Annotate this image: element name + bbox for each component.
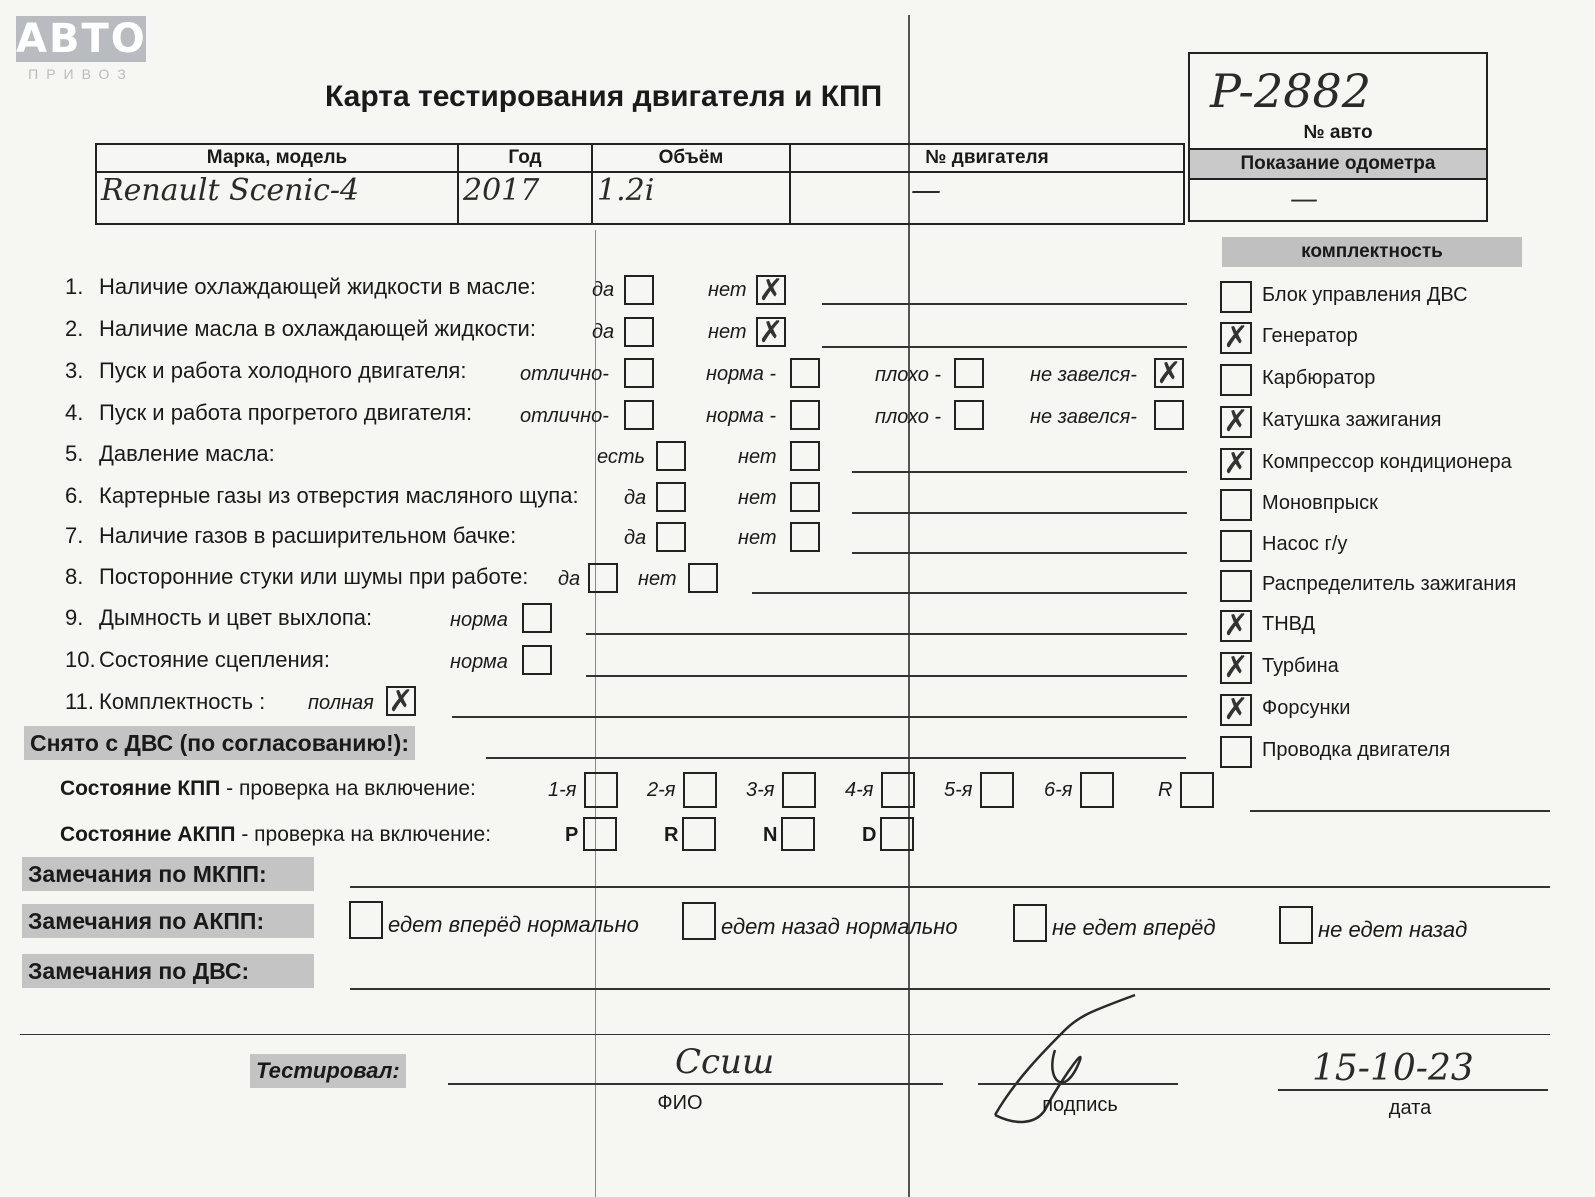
- akpp-backward-ok-checkbox[interactable]: [682, 902, 716, 940]
- completeness-checkbox[interactable]: [1220, 364, 1252, 396]
- option-label: нет: [708, 279, 747, 301]
- akpp-gear-checkbox[interactable]: [583, 817, 617, 851]
- tested-label: Тестировал:: [250, 1054, 406, 1088]
- q3-bad-checkbox[interactable]: [954, 358, 984, 388]
- q2-no-checkbox[interactable]: [756, 315, 786, 350]
- check-mark-icon: ✗: [1223, 446, 1249, 481]
- volume-value: 1.2i: [597, 173, 655, 208]
- q3-excellent-checkbox[interactable]: [624, 358, 654, 388]
- completeness-item-label: Насос г/у: [1262, 533, 1348, 555]
- option-label: нет: [738, 446, 777, 468]
- option-label: не завелся-: [1030, 406, 1137, 428]
- q5-yes-checkbox[interactable]: [656, 441, 686, 471]
- question-6: 6. Картерные газы из отверстия масляного щупа:: [65, 483, 579, 508]
- question-5: 5. Давление масла:: [65, 441, 275, 466]
- signature-line: [978, 1083, 1178, 1085]
- kpp-gear-label: 6-я: [1044, 779, 1073, 801]
- q10-normal-checkbox[interactable]: [522, 645, 552, 675]
- option-label: нет: [708, 321, 747, 343]
- q3-normal-checkbox[interactable]: [790, 358, 820, 388]
- q6-yes-checkbox[interactable]: [656, 482, 686, 512]
- header-label-engine-no: № двигателя: [925, 147, 1049, 168]
- completeness-checkbox[interactable]: [1220, 448, 1252, 480]
- check-mark-icon: ✗: [1223, 608, 1249, 643]
- akpp-label: Состояние АКПП - проверка на включение:: [60, 823, 492, 846]
- header-label-model: Марка, модель: [206, 147, 348, 168]
- check-mark-icon: ✗: [1223, 320, 1249, 355]
- akpp-no-forward-checkbox[interactable]: [1013, 904, 1047, 942]
- q4-normal-checkbox[interactable]: [790, 400, 820, 430]
- header-label-year: Год: [508, 147, 542, 168]
- answer-line: [586, 633, 1187, 635]
- logo: АВТО: [16, 16, 147, 62]
- q4-excellent-checkbox[interactable]: [624, 400, 654, 430]
- q9-normal-checkbox[interactable]: [522, 603, 552, 633]
- check-mark-icon: ✗: [1223, 650, 1249, 685]
- kpp-label: Состояние КПП - проверка на включение:: [60, 777, 476, 800]
- question-10: 10. Состояние сцепления:: [65, 647, 330, 672]
- question-4: 4. Пуск и работа прогретого двигателя:: [65, 400, 473, 425]
- question-9: 9. Дымность и цвет выхлопа:: [65, 605, 373, 630]
- option-label: норма: [450, 609, 508, 631]
- answer-line: [822, 303, 1187, 305]
- check-mark-icon: ✗: [758, 273, 784, 308]
- logo-subtitle: ПРИВОЗ: [28, 66, 134, 82]
- auto-number-value: P-2882: [1210, 64, 1372, 118]
- divider: [20, 1034, 1550, 1035]
- akpp-forward-ok-checkbox[interactable]: [349, 901, 383, 939]
- date-label: дата: [1388, 1097, 1432, 1119]
- option-label: отлично-: [520, 405, 609, 427]
- option-label: есть: [597, 446, 646, 468]
- answer-line: [452, 716, 1187, 718]
- option-label: нет: [738, 527, 777, 549]
- completeness-checkbox[interactable]: [1220, 489, 1252, 521]
- option-label: норма -: [706, 363, 777, 385]
- completeness-checkbox[interactable]: [1220, 570, 1252, 602]
- check-mark-icon: ✗: [388, 684, 414, 719]
- answer-line: [852, 552, 1187, 554]
- option-label: да: [624, 527, 647, 549]
- answer-line: [486, 757, 1186, 759]
- akpp-option-label: не едет назад: [1318, 917, 1468, 942]
- completeness-checkbox[interactable]: [1220, 406, 1252, 438]
- question-1: 1. Наличие охлаждающей жидкости в масле:: [65, 274, 536, 299]
- completeness-item-label: Катушка зажигания: [1262, 409, 1442, 431]
- q4-bad-checkbox[interactable]: [954, 400, 984, 430]
- option-label: норма -: [706, 405, 777, 427]
- model-value: Renault Scenic-4: [101, 173, 360, 208]
- kpp-gear-checkbox[interactable]: [980, 772, 1014, 808]
- answer-line: [852, 471, 1187, 473]
- header-table: [95, 143, 1185, 225]
- answer-line: [752, 592, 1187, 594]
- completeness-item-label: Турбина: [1262, 655, 1339, 677]
- kpp-gear-label: 4-я: [845, 779, 874, 801]
- akpp-gear-checkbox[interactable]: [880, 817, 914, 851]
- check-mark-icon: ✗: [1223, 404, 1249, 439]
- completeness-item-label: Форсунки: [1262, 697, 1351, 719]
- fio-label: ФИО: [657, 1092, 703, 1114]
- option-label: да: [592, 321, 615, 343]
- kpp-gear-checkbox[interactable]: [1080, 772, 1114, 808]
- completeness-checkbox[interactable]: [1220, 610, 1252, 642]
- option-label: не завелся-: [1030, 364, 1137, 386]
- completeness-item-label: Генератор: [1262, 325, 1358, 347]
- q7-no-checkbox[interactable]: [790, 522, 820, 552]
- remarks-mkpp-label: Замечания по МКПП:: [22, 857, 314, 891]
- akpp-gear-checkbox[interactable]: [682, 817, 716, 851]
- auto-number-label: № авто: [1303, 122, 1373, 143]
- engine-no-value: —: [911, 173, 941, 208]
- q3-not-started-checkbox[interactable]: [1154, 356, 1184, 391]
- completeness-checkbox[interactable]: [1220, 530, 1252, 562]
- completeness-item-label: Компрессор кондиционера: [1262, 451, 1512, 473]
- kpp-gear-checkbox[interactable]: [683, 772, 717, 808]
- completeness-item-label: Моновпрыск: [1262, 492, 1378, 514]
- option-label: да: [592, 279, 615, 301]
- kpp-gear-checkbox[interactable]: [1180, 772, 1214, 808]
- option-label: да: [624, 487, 647, 509]
- fio-line: [448, 1083, 943, 1085]
- answer-line: [350, 988, 1550, 990]
- q8-no-checkbox[interactable]: [688, 563, 718, 593]
- akpp-gear-label: N: [763, 824, 778, 846]
- completeness-checkbox[interactable]: [1220, 652, 1252, 684]
- completeness-checkbox[interactable]: [1220, 694, 1252, 726]
- kpp-gear-label: 2-я: [647, 779, 676, 801]
- answer-line: [350, 886, 1550, 888]
- year-value: 2017: [463, 173, 540, 208]
- akpp-option-label: едет вперёд нормально: [388, 912, 639, 937]
- q7-yes-checkbox[interactable]: [656, 522, 686, 552]
- odometer-value: —: [1290, 182, 1318, 215]
- kpp-gear-label: 1-я: [548, 779, 577, 801]
- question-8: 8. Посторонние стуки или шумы при работе:: [65, 564, 529, 589]
- akpp-option-label: едет назад нормально: [721, 914, 958, 939]
- option-label: нет: [738, 487, 777, 509]
- question-3: 3. Пуск и работа холодного двигателя:: [65, 358, 467, 383]
- odometer-label: Показание одометра: [1190, 148, 1486, 180]
- signature-label: подпись: [1042, 1094, 1118, 1116]
- answer-line: [822, 346, 1187, 348]
- kpp-gear-label: 5-я: [944, 779, 973, 801]
- akpp-gear-label: R: [664, 824, 679, 846]
- date-value: 15-10-23: [1312, 1048, 1474, 1089]
- remarks-akpp-label: Замечания по АКПП:: [22, 904, 314, 938]
- akpp-gear-label: D: [862, 824, 877, 846]
- akpp-gear-label: P: [565, 824, 579, 846]
- completeness-item-label: Распределитель зажигания: [1262, 573, 1517, 595]
- q1-yes-checkbox[interactable]: [624, 275, 654, 305]
- q6-no-checkbox[interactable]: [790, 482, 820, 512]
- akpp-no-backward-checkbox[interactable]: [1279, 906, 1313, 944]
- q1-no-checkbox[interactable]: [756, 273, 786, 308]
- question-11: 11. Комплектность :: [65, 689, 266, 714]
- completeness-checkbox[interactable]: [1220, 322, 1252, 354]
- completeness-item-label: Карбюратор: [1262, 367, 1376, 389]
- question-2: 2. Наличие масла в охлаждающей жидкости:: [65, 316, 536, 341]
- option-label: норма: [450, 651, 508, 673]
- completeness-header: комплектность: [1222, 237, 1522, 267]
- check-mark-icon: ✗: [1156, 356, 1182, 391]
- q8-yes-checkbox[interactable]: [588, 563, 618, 593]
- q4-not-started-checkbox[interactable]: [1154, 400, 1184, 430]
- kpp-gear-checkbox[interactable]: [782, 772, 816, 808]
- completeness-item-label: Блок управления ДВС: [1262, 284, 1468, 306]
- answer-line: [852, 512, 1187, 514]
- answer-line: [1250, 810, 1550, 812]
- remarks-dvs-label: Замечания по ДВС:: [22, 954, 314, 988]
- q11-full-checkbox[interactable]: [386, 684, 416, 719]
- option-label: полная: [308, 692, 374, 714]
- option-label: да: [558, 568, 581, 590]
- answer-line: [586, 675, 1187, 677]
- akpp-gear-checkbox[interactable]: [781, 817, 815, 851]
- option-label: плохо -: [875, 364, 942, 386]
- kpp-gear-checkbox[interactable]: [881, 772, 915, 808]
- auto-number-box: [1188, 52, 1488, 222]
- fio-value: Ссиш: [675, 1042, 775, 1082]
- q5-no-checkbox[interactable]: [790, 441, 820, 471]
- completeness-item-label: ТНВД: [1262, 613, 1316, 635]
- kpp-gear-label: R: [1158, 779, 1173, 801]
- completeness-checkbox[interactable]: [1220, 281, 1252, 313]
- question-7: 7. Наличие газов в расширительном бачке:: [65, 523, 517, 548]
- page-title: Карта тестирования двигателя и КПП: [325, 80, 883, 113]
- completeness-item-label: Проводка двигателя: [1262, 739, 1451, 761]
- kpp-gear-checkbox[interactable]: [584, 772, 618, 808]
- option-label: нет: [638, 568, 677, 590]
- kpp-gear-label: 3-я: [746, 779, 775, 801]
- header-label-volume: Объём: [658, 147, 724, 168]
- removed-label: Снято с ДВС (по согласованию!):: [24, 726, 415, 760]
- check-mark-icon: ✗: [1223, 692, 1249, 727]
- date-line: [1278, 1089, 1548, 1091]
- option-label: отлично-: [520, 363, 609, 385]
- akpp-option-label: не едет вперёд: [1052, 915, 1216, 940]
- q2-yes-checkbox[interactable]: [624, 317, 654, 347]
- option-label: плохо -: [875, 406, 942, 428]
- completeness-checkbox[interactable]: [1220, 736, 1252, 768]
- check-mark-icon: ✗: [758, 315, 784, 350]
